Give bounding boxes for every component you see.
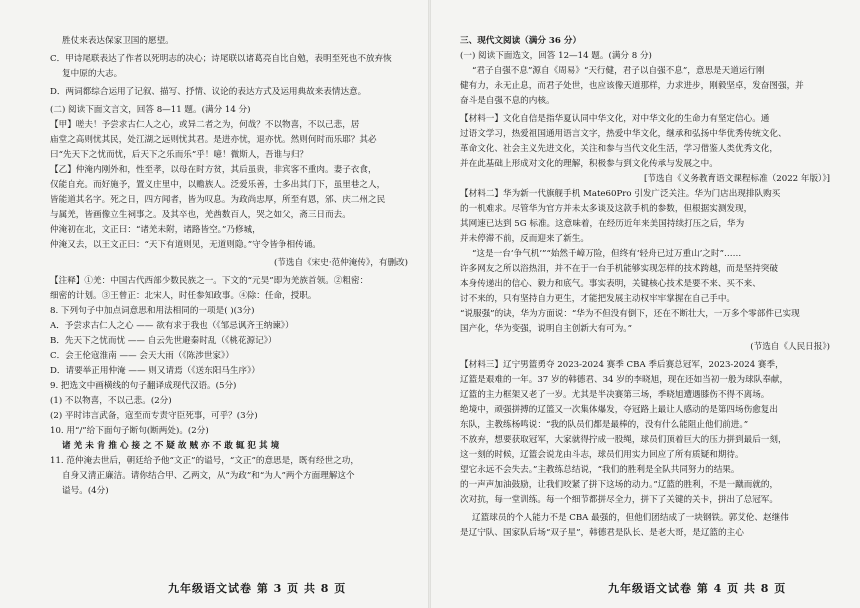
text-line: 健有力，永无止息，而君子处世，也应该像天道那样，力求进步，刚毅坚卓，发奋图强，并 <box>460 81 804 91</box>
page-4-footer: 九年级语文试卷 第 4 页 共 8 页 <box>608 582 787 595</box>
text-line: 仲淹初在北，文正曰：“诸羌未附，诸路皆空。”乃修城， <box>50 225 261 235</box>
text-line: 本身传递出的信心、毅力和底气。事实表明，关键核心技术是要不来、买不来、 <box>460 279 761 289</box>
exam-page-4 <box>430 0 860 608</box>
text-line: 11. 范仲淹去世后，朝廷给予他“文正”的谥号，“文正”的意思是，既有经世之功， <box>50 456 359 466</box>
text-line: 讨不来的，只有坚持自力更生，才能把发展主动权牢牢掌握在自己手中。 <box>460 294 736 304</box>
text-line: 这一刻的时候，辽篮会说龙由斗志，球员们用实力回应了所有质疑和期待。 <box>460 450 744 460</box>
text-line: 细密的计划。③王曾正：北宋人，时任参知政事。④除：任命，授职。 <box>50 291 317 301</box>
text-line: 谥号。(4分) <box>62 486 109 496</box>
text-line: D．请要举正用仲淹 —— 则又请焉（《送东阳马生序》） <box>50 366 261 376</box>
text-line: 辽篮是艰难的一年。37 岁的韩德君、34 岁的李晓旭，现在还如当初一般为球队奉献， <box>460 375 789 385</box>
text-line: 与属羌，皆画像立生祠事之。及其卒也，羌酋数百人，哭之如父，斋三日而去。 <box>50 210 351 220</box>
text-line: 奋斗是自强不息的内核。 <box>460 96 555 106</box>
text-line: B．先天下之忧而忧 —— 自云先世避秦时乱（《桃花源记》） <box>50 336 277 346</box>
text-line: 国产化，华为变强，说明自主创新大有可为。” <box>460 324 632 334</box>
text-line: A．予尝求古仁人之心 —— 欲有求于我也（《邹忌讽齐王纳谏》） <box>50 321 294 331</box>
text-line: 许多网友之所以浴热泪，并不在于一台手机能够实现怎样的技术跨越，而是坚持突破 <box>460 264 778 274</box>
page-4-text-column <box>460 34 840 541</box>
text-line: 其网速已达到 5G 标准。这意味着，在经历近年来美国持续打压之后，华为 <box>460 219 745 229</box>
text-line: 并未停滞不前，反而迎来了新生。 <box>460 234 589 244</box>
text-line: 望它永远不会失去。”主教练总结说，“我们的胜利是全队共同努力的结果。 <box>460 465 740 475</box>
text-line: 10. 用“/”给下面句子断句(断两处)。(2分) <box>50 426 209 436</box>
page-3-text-column <box>50 34 418 499</box>
text-line: (节选自《人民日报》) <box>750 342 830 352</box>
text-line: 不放弃，想要获取冠军，大家就得拧成一股绳，球员们顶着巨大的压力拼到最后一刻， <box>460 435 787 445</box>
text-line: 诸 羌 未 肯 推 心 接 之 不 疑 故 贼 亦 不 敢 辄 犯 其 境 <box>62 441 280 451</box>
text-line: 【材料一】文化自信是指华夏认同中华文化，对中华文化的生命力有坚定信心。通 <box>460 114 770 124</box>
text-line: (一) 阅读下面选文，回答 12—14 题。(满分 8 分) <box>460 51 652 61</box>
text-line: 仲淹又去，以王文正曰：“天下有道则见，无道则隐。”守令皆争相传诵。 <box>50 240 321 250</box>
text-line: 9. 把选文中画横线的句子翻译成现代汉语。(5分) <box>50 381 237 391</box>
text-line: 并在此基础上形成对文化的理解，积极参与到文化传承与发展之中。 <box>460 159 718 169</box>
text-line: “这是一台‘争气机’”“始然千嶂万险，但终有‘轻舟已过万重山’之时”…… <box>472 249 742 259</box>
text-line: “君子自强不息”源自《周易》“天行健，君子以自强不息”，意思是天道运行刚 <box>472 66 765 76</box>
text-line: C．甲诗尾联表达了作者以死明志的决心；诗尾联以诸葛亮自比自勉，表明至死也不放弃恢 <box>50 54 392 64</box>
text-line: 三、现代文阅读（满分 36 分） <box>460 36 582 46</box>
text-line: 【注释】①羌：中国古代西部少数民族之一。下文的“元昊”即为羌族首领。②粗密： <box>50 276 369 286</box>
text-line: 胜仗来表达保家卫国的愿望。 <box>62 36 174 46</box>
text-line: (1) 不以物喜，不以己悲。(2分) <box>50 396 172 406</box>
text-line: 【甲】嗟夫！予尝求古仁人之心，或异二者之为，何哉？不以物喜，不以己悲，居 <box>50 120 360 130</box>
text-line: 【材料二】华为新一代旗舰手机 Mate60Pro 引发广泛关注。华为门店出现排队购买 <box>460 189 781 199</box>
page-3-footer: 九年级语文试卷 第 3 页 共 8 页 <box>168 582 347 595</box>
text-line: 仅能自充。而好施予，置义庄里中，以赡族人。泛爱乐善，士多出其门下，虽里巷之人， <box>50 180 386 190</box>
text-line: 革命文化、社会主义先进文化，关注和参与当代文化生活，学习借鉴人类优秀文化， <box>460 144 778 154</box>
text-line: 复中原的大志。 <box>62 69 123 79</box>
text-line: [节选自《义务教育语文课程标准（2022 年版）》] <box>644 174 830 184</box>
text-line: 辽篮的主力框架又老了一岁。尤其是半决赛第三场，季晓旭遭遇膝伤不得不离场。 <box>460 390 770 400</box>
text-line: 是辽宁队、国家队后场“双子星”，韩德君是队长、是老大哥，是辽篮的主心 <box>460 528 744 538</box>
text-line: 8. 下列句子中加点词意思和用法相同的一项是( )(3分) <box>50 306 255 316</box>
text-line: 庙堂之高则忧其民，处江湖之远则忧其君。是进亦忧，退亦忧。然则何时而乐耶？其必 <box>50 135 377 145</box>
text-line: 【乙】仲淹内刚外和，性至孝，以母在时方贫，其后虽贵，非宾客不重肉。妻子衣食， <box>50 165 377 175</box>
text-line: 东队，主教练杨鸣说：“我的队员们都是最棒的，没有什么能阻止他们前进。” <box>460 420 749 430</box>
text-line: 次对抗，每一堂训练。每一个细节都拼尽全力，拼下了关键的关卡，拼出了总冠军。 <box>460 495 778 505</box>
text-line: (节选自《宋史·范仲淹传》，有删改) <box>273 258 408 268</box>
text-line: 自身又清正廉洁。请你结合甲、乙两文，从“为政”和“为人”两个方面理解这个 <box>62 471 355 481</box>
text-line: 的一声声加油鼓励，让我们咬紧了拼下这场的动力。”辽篮的胜利，不是一蹴而就的， <box>460 480 779 490</box>
text-line: 过语文学习，热爱祖国通用语言文字，热爱中华文化，继承和弘扬中华优秀传统文化、 <box>460 129 787 139</box>
text-line: 的一机难求。尽管华为官方并未太多谈及这款手机的参数，但根据实测发现， <box>460 204 753 214</box>
text-line: 绝境中，顽强拼搏的辽篮又一次集体爆发，夺冠路上最让人感动的是第四场伤愈复出 <box>460 405 778 415</box>
text-line: D．两词都综合运用了记叙、描写、抒情、议论的表达方式及运用典故来表情达意。 <box>50 87 367 97</box>
text-line: 辽篮球员的个人能力不是 CBA 最强的，但他们团结成了一块钢铁。郭艾伦、赵继伟 <box>472 513 789 523</box>
text-line: (2) 平时讳言武备，寇至而专责守臣死事，可乎？(3分) <box>50 411 258 421</box>
text-line: C．会王伦寇淮南 —— 会天大雨（《陈涉世家》） <box>50 351 234 361</box>
text-line: 曰“先天下之忧而忧，后天下之乐而乐”乎！噫！微斯人，吾谁与归？ <box>50 150 309 160</box>
text-line: 皆能道其名字。死之日，四方闻者，皆为叹息。为政尚忠厚，所至有恩，邠、庆二州之民 <box>50 195 386 205</box>
text-line: “说服强”的诀，华为方面说：“华为不但没有倒下，还在不断壮大，一万多个零部件已实现 <box>460 309 800 319</box>
text-line: 【材料三】辽宁男篮勇夺 2023-2024 赛季 CBA 季后赛总冠军，2023-2024 赛季， <box>460 360 784 370</box>
text-line: (二) 阅读下面文言文，回答 8—11 题。(满分 14 分) <box>50 105 251 115</box>
